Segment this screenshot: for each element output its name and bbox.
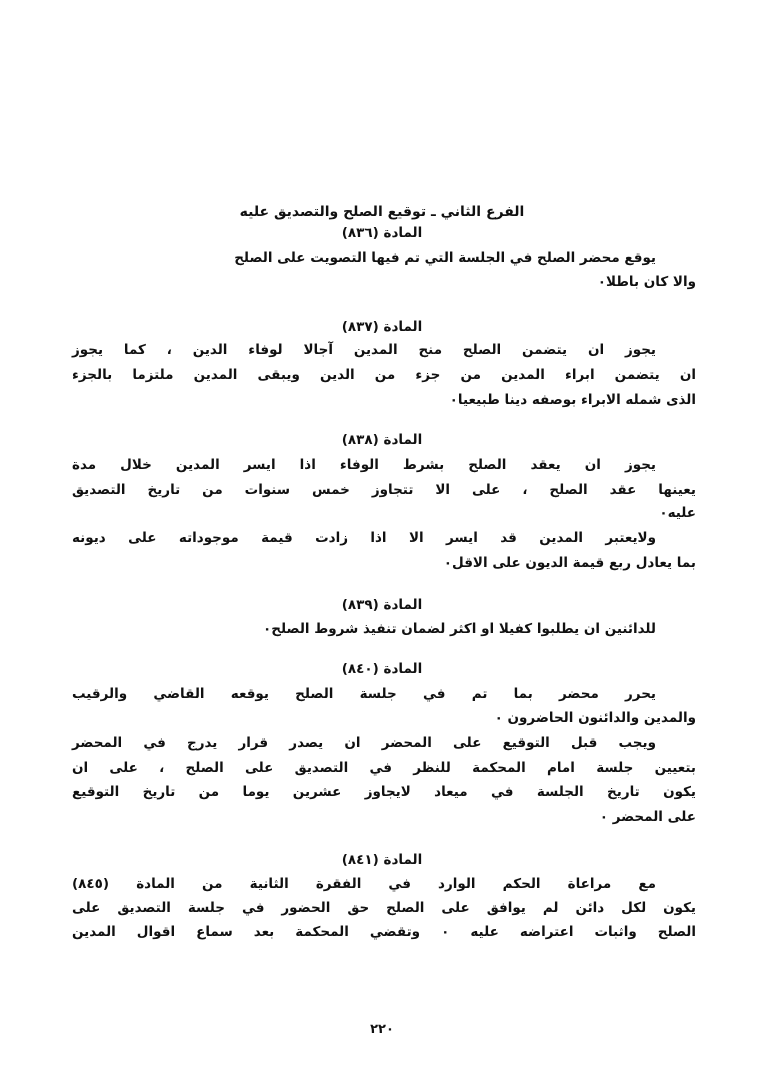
article-line: يكون لكل دائن لم يوافق على الصلح حق الحضور في جلسة التصديق على [72,900,696,916]
article-line: ولايعتبر المدين قد ايسر الا اذا زادت قيمة موجوداته على ديونه [72,530,656,546]
article-line: على المحضر ٠ [599,809,696,825]
section-title: الفرع الثاني ـ توقيع الصلح والتصديق عليه [239,204,525,220]
article-heading: المادة (٨٣٩) [341,597,423,613]
article-line: ويجب قبل التوقيع على المحضر ان يصدر قرار يدرج في المحضر [72,735,656,751]
article-heading: المادة (٨٤١) [341,852,423,868]
article-line: والمدين والدائنون الحاضرون ٠ [494,710,696,726]
article-line: الصلح واثبات اعتراضه عليه ٠ وتقضي المحكمة بعد سماع اقوال المدين [72,924,696,940]
article-line: مع مراعاة الحكم الوارد في الفقرة الثانية من المادة (٨٤٥) [72,876,656,892]
article-line: يعينها عقد الصلح ، على الا تتجاوز خمس سنوات من تاريخ التصديق [72,482,696,498]
article-line: يجوز ان يعقد الصلح بشرط الوفاء اذا ايسر المدين خلال مدة [72,457,656,473]
article-line: يكون تاريخ الجلسة في ميعاد لايجاوز عشرين يوما من تاريخ التوقيع [72,784,696,800]
article-line: بما يعادل ربع قيمة الديون على الاقل٠ [443,555,696,571]
article-line: يجوز ان يتضمن الصلح منح المدين آجالا لوفاء الدين ، كما يجوز [72,342,656,358]
article-line: عليه٠ [659,505,696,521]
article-line: يحرر محضر بما تم في جلسة الصلح يوقعه القاضي والرقيب [72,686,656,702]
page-number: ٢٢٠ [370,1022,394,1037]
article-line: للدائنين ان يطلبوا كفيلا او اكثر لضمان تنفيذ شروط الصلح٠ [263,621,656,637]
article-heading: المادة (٨٤٠) [341,661,423,677]
article-line: يوقع محضر الصلح في الجلسة التي تم فيها التصويت على الصلح [234,250,656,266]
article-heading: المادة (٨٣٨) [341,432,423,448]
article-heading: المادة (٨٣٧) [341,319,423,335]
article-heading: المادة (٨٣٦) [341,225,423,241]
article-line: الذى شمله الابراء بوصفه دينا طبيعيا٠ [449,392,696,408]
article-line: ان يتضمن ابراء المدين من جزء من الدين ويبقى المدين ملتزما بالجزء [72,367,696,383]
article-line: والا كان باطلا٠ [597,274,696,290]
article-line: بتعيين جلسة امام المحكمة للنظر في التصديق على الصلح ، على ان [72,760,696,776]
